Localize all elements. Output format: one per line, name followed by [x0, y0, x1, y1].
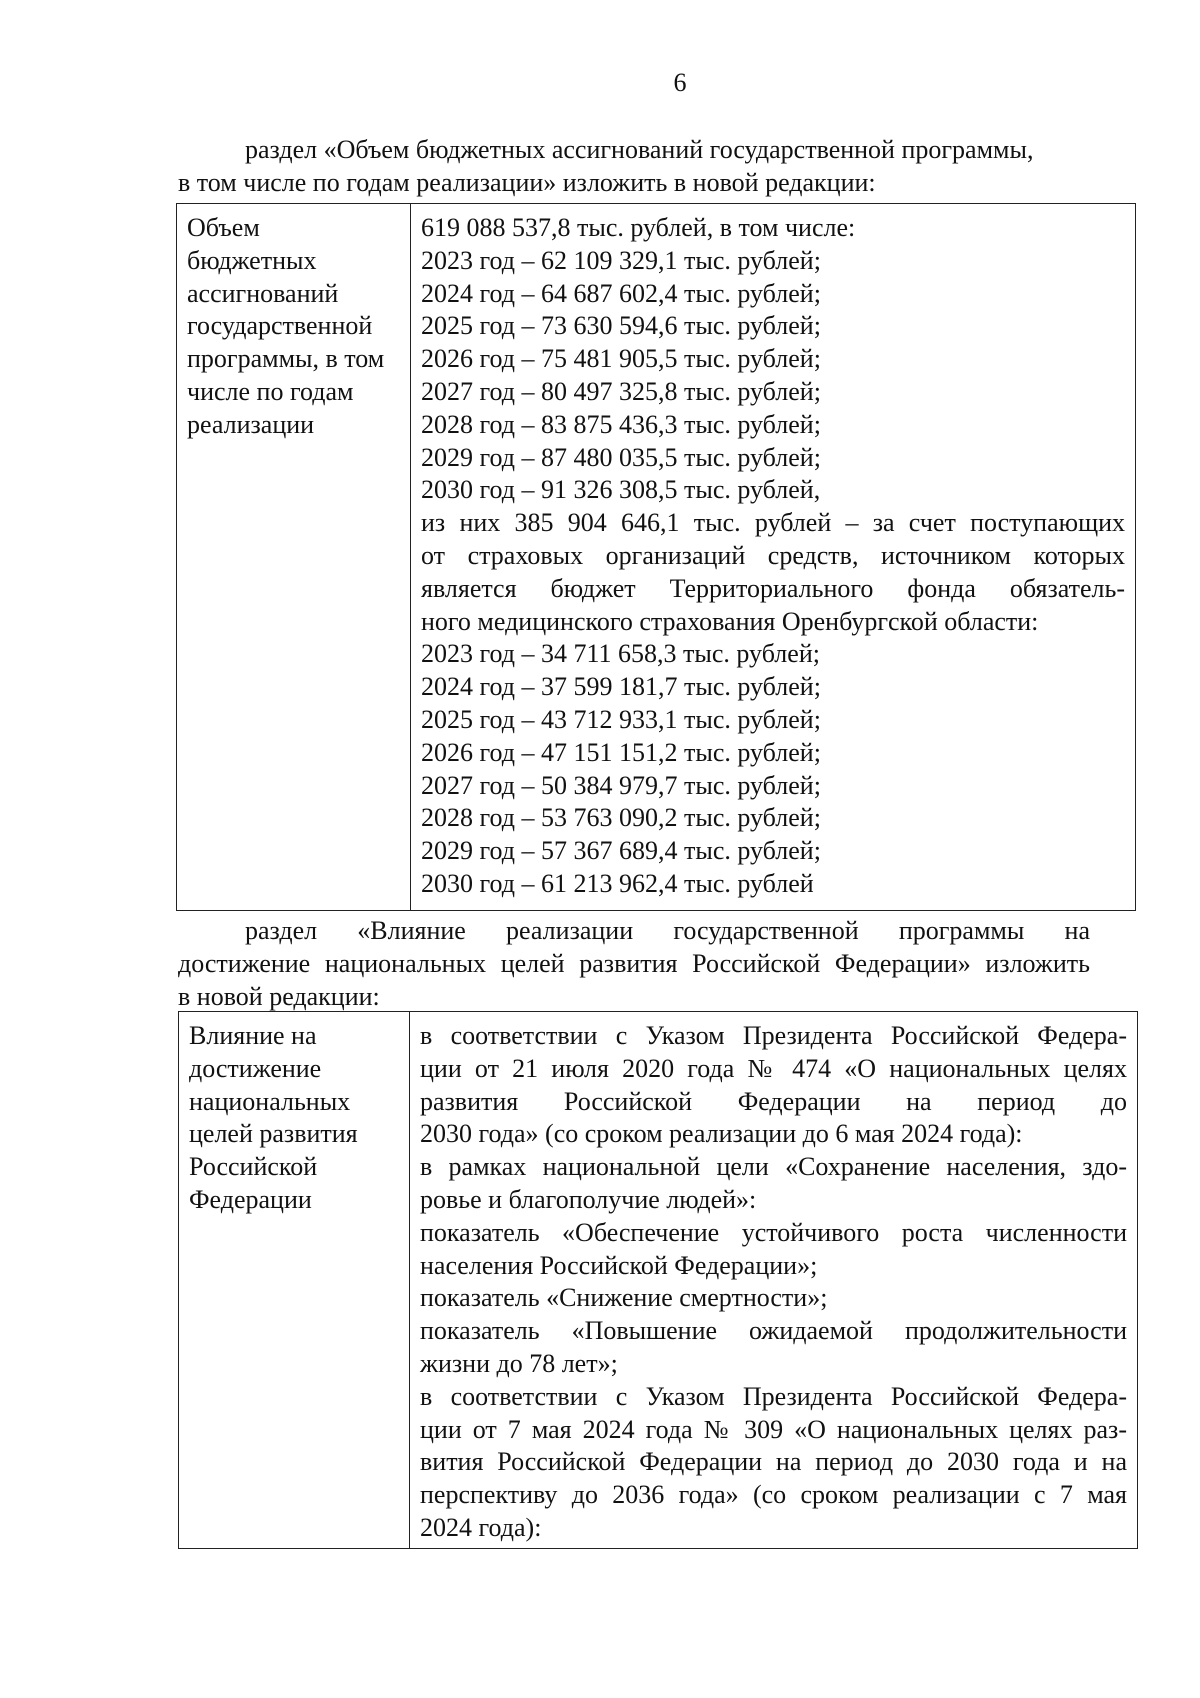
budget-year-line: 2025 год – 73 630 594,6 тыс. рублей;	[421, 311, 821, 341]
label-line: достижение	[189, 1053, 322, 1083]
budget-year-line: 2029 год – 87 480 035,5 тыс. рублей;	[421, 442, 821, 472]
budget-total-line: 619 088 537,8 тыс. рублей, в том числе:	[421, 213, 856, 242]
intro-2-line-1: раздел «Влияние реализации государственной программы на	[245, 916, 1090, 945]
fund-year-line: 2025 год – 43 712 933,1 тыс. рублей;	[421, 704, 821, 734]
intro-2-line-2: достижение национальных целей развития Российской Федерации» изложить	[178, 949, 1090, 978]
goals-text-line: 2030 года» (со сроком реализации до 6 мая 2024 года):	[420, 1119, 1023, 1149]
budget-year-line: 2030 год – 91 326 308,5 тыс. рублей,	[421, 475, 821, 505]
budget-year-line: 2028 год – 83 875 436,3 тыс. рублей;	[421, 409, 821, 439]
goals-text-line: показатель «Обеспечение устойчивого роста численности	[420, 1217, 1127, 1247]
intro-2-line-3: в новой редакции:	[178, 982, 380, 1011]
budget-note-line: из них 385 904 646,1 тыс. рублей – за счет поступающих	[421, 508, 1125, 538]
fund-year-line: 2027 год – 50 384 979,7 тыс. рублей;	[421, 770, 821, 800]
fund-year-line: 2029 год – 57 367 689,4 тыс. рублей;	[421, 836, 821, 866]
label-line: реализации	[187, 409, 315, 439]
label-line: ассигнований	[187, 278, 339, 308]
label-line: Влияние на	[189, 1021, 317, 1050]
goals-text-line: развития Российской Федерации на период до	[420, 1086, 1127, 1116]
goals-text-line: в рамках национальной цели «Сохранение населения, здо-	[420, 1152, 1127, 1182]
goals-text-line: показатель «Снижение смертности»;	[420, 1283, 828, 1313]
goals-text-line: жизни до 78 лет»;	[420, 1348, 618, 1378]
label-line: целей развития	[189, 1119, 358, 1149]
budget-table-value-cell	[411, 204, 1136, 911]
page-number: 6	[673, 68, 687, 97]
intro-1-line-2: в том числе по годам реализации» изложить в новой редакции:	[178, 168, 876, 197]
budget-note-line: является бюджет Территориального фонда обязатель-	[421, 573, 1125, 603]
label-line: Федерации	[189, 1184, 312, 1214]
goals-text-line: в соответствии с Указом Президента Российской Федера-	[420, 1381, 1127, 1411]
budget-year-line: 2024 год – 64 687 602,4 тыс. рублей;	[421, 278, 821, 308]
fund-year-line: 2028 год – 53 763 090,2 тыс. рублей;	[421, 803, 821, 833]
fund-year-line: 2023 год – 34 711 658,3 тыс. рублей;	[421, 639, 820, 669]
goals-text-line: ции от 7 мая 2024 года № 309 «О национальных целях раз-	[420, 1414, 1127, 1444]
goals-text-line: 2024 года):	[420, 1512, 542, 1542]
intro-1-line-1: раздел «Объем бюджетных ассигнований государственной программы,	[245, 135, 1034, 164]
fund-year-line: 2030 год – 61 213 962,4 тыс. рублей	[421, 868, 814, 898]
fund-year-line: 2024 год – 37 599 181,7 тыс. рублей;	[421, 672, 821, 702]
label-line: государственной	[187, 311, 373, 341]
national-goals-table	[178, 1011, 1138, 1549]
goals-text-line: показатель «Повышение ожидаемой продолжительности	[420, 1316, 1127, 1346]
label-line: числе по годам	[187, 376, 354, 406]
label-line: бюджетных	[187, 245, 317, 275]
goals-table-label-cell	[179, 1012, 410, 1549]
budget-year-line: 2027 год – 80 497 325,8 тыс. рублей;	[421, 376, 821, 406]
intro-paragraph-2	[178, 914, 1090, 1013]
label-line: программы, в том	[187, 344, 385, 374]
budget-year-line: 2023 год – 62 109 329,1 тыс. рублей;	[421, 245, 821, 275]
label-line: Российской	[189, 1152, 318, 1182]
goals-text-line: ровье и благополучие людей»:	[420, 1184, 757, 1214]
budget-year-line: 2026 год – 75 481 905,5 тыс. рублей;	[421, 344, 821, 374]
goals-text-line: ции от 21 июля 2020 года № 474 «О национальных целях	[420, 1053, 1127, 1083]
budget-table	[176, 203, 1136, 911]
goals-text-line: в соответствии с Указом Президента Российской Федера-	[420, 1021, 1127, 1050]
goals-text-line: перспективу до 2036 года» (со сроком реализации с 7 мая	[420, 1480, 1127, 1510]
budget-note-line: от страховых организаций средств, источником которых	[421, 540, 1125, 570]
label-line: Объем	[187, 213, 260, 242]
budget-note-line: ного медицинского страхования Оренбургской области:	[421, 606, 1039, 636]
goals-table-text-cell	[410, 1012, 1138, 1549]
budget-table-label-cell	[177, 204, 411, 911]
label-line: национальных	[189, 1086, 351, 1116]
fund-year-line: 2026 год – 47 151 151,2 тыс. рублей;	[421, 737, 821, 767]
intro-paragraph-1	[178, 133, 1090, 199]
goals-text-line: вития Российской Федерации на период до 2030 года и на	[420, 1447, 1127, 1477]
goals-text-line: населения Российской Федерации»;	[420, 1250, 818, 1280]
